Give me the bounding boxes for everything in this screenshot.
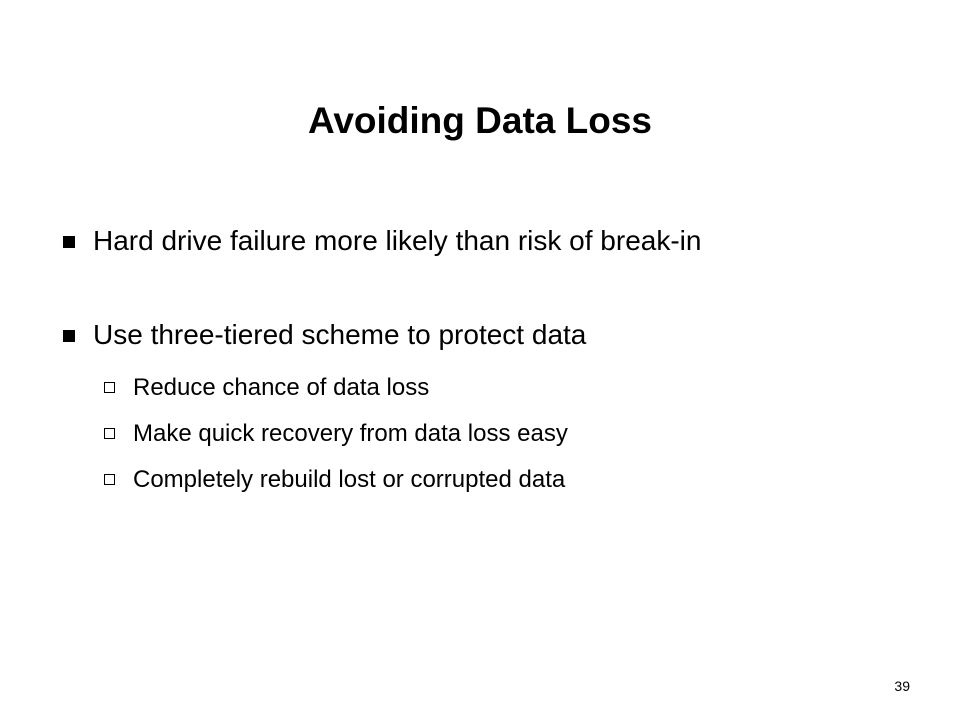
sub-bullet-text: Completely rebuild lost or corrupted data [133,466,566,493]
hollow-square-bullet-icon [104,382,115,393]
page-number: 39 [894,678,910,694]
bullet-text: Use three-tiered scheme to protect data [93,319,587,350]
sub-bullet-text: Reduce chance of data loss [133,374,430,401]
hollow-square-bullet-icon [104,474,115,485]
slide-title: Avoiding Data Loss [307,100,652,141]
filled-square-bullet-icon [63,236,75,248]
hollow-square-bullet-icon [104,428,115,439]
sub-bullet-text: Make quick recovery from data loss easy [133,420,568,447]
bullet-text: Hard drive failure more likely than risk of break-in [93,225,702,256]
filled-square-bullet-icon [63,330,75,342]
